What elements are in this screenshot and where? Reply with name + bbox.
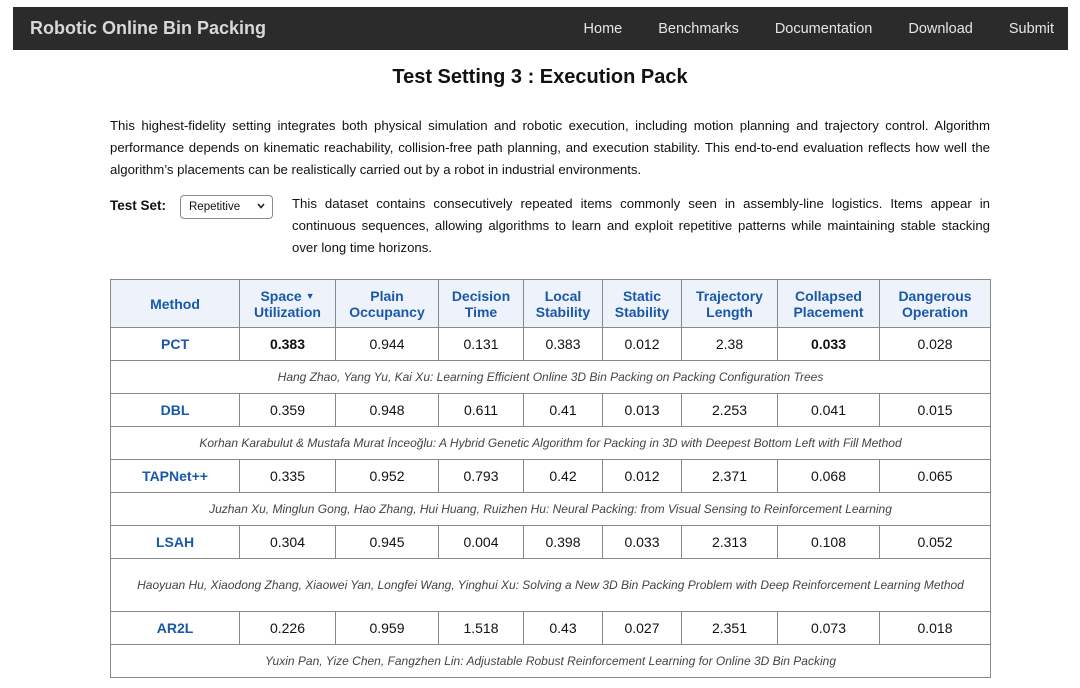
cell-decision-time: 1.518 xyxy=(439,612,524,645)
col-local-stability[interactable] xyxy=(524,280,603,328)
cell-local-stability: 0.42 xyxy=(524,460,603,493)
col-local-label-1: Local xyxy=(544,287,582,304)
top-navbar xyxy=(13,7,1068,50)
cell-local-stability: 0.41 xyxy=(524,394,603,427)
cell-space-utilization: 0.304 xyxy=(240,526,336,559)
cell-space-utilization: 0.383 xyxy=(240,328,336,361)
cell-decision-time: 0.004 xyxy=(439,526,524,559)
col-method xyxy=(111,280,240,328)
nav-links xyxy=(548,7,1068,50)
cell-plain-occupancy: 0.952 xyxy=(336,460,439,493)
citation-text: Hang Zhao, Yang Yu, Kai Xu: Learning Efficient Online 3D Bin Packing on Packing Configuration Trees xyxy=(111,361,991,394)
col-decision-label-2: Time xyxy=(464,303,498,320)
col-traj-label-1: Trajectory xyxy=(696,287,763,304)
cell-dangerous-operation: 0.065 xyxy=(880,460,991,493)
chevron-down-icon xyxy=(256,200,266,212)
cell-space-utilization: 0.335 xyxy=(240,460,336,493)
cell-collapsed-placement: 0.108 xyxy=(778,526,880,559)
citation-row xyxy=(111,427,991,460)
col-plain-label-1: Plain xyxy=(370,287,404,304)
table-row xyxy=(111,394,991,427)
table-row xyxy=(111,460,991,493)
cell-collapsed-placement: 0.033 xyxy=(778,328,880,361)
col-static-label-1: Static xyxy=(622,287,662,304)
citation-text: Juzhan Xu, Minglun Gong, Hao Zhang, Hui Huang, Ruizhen Hu: Neural Packing: from Visual Sensing to Reinforcement Learning xyxy=(111,493,991,526)
nav-download-link[interactable]: Download xyxy=(908,20,973,37)
cell-decision-time: 0.611 xyxy=(439,394,524,427)
col-plain-label-2: Occupancy xyxy=(349,303,425,320)
col-static-label-2: Stability xyxy=(614,303,670,320)
col-collapsed-placement[interactable] xyxy=(778,280,880,328)
cell-trajectory-length: 2.38 xyxy=(682,328,778,361)
intro-paragraph: This highest-fidelity setting integrates both physical simulation and robotic execution, including motion planning and trajectory control. Algorithm performance depends on kinematic reachability, collision-free path planning, and execution stability. This end-to-end evaluation reflects how well the algorithm’s placements can be realistically carried out by a robot in industrial environments. xyxy=(110,118,990,177)
citation-text: Haoyuan Hu, Xiaodong Zhang, Xiaowei Yan, Longfei Wang, Yinghui Xu: Solving a New 3D Bin Packing Problem with Deep Reinforcement Learning Method xyxy=(111,559,991,612)
cell-plain-occupancy: 0.944 xyxy=(336,328,439,361)
col-decision-label-1: Decision xyxy=(451,287,511,304)
cell-trajectory-length: 2.253 xyxy=(682,394,778,427)
cell-local-stability: 0.398 xyxy=(524,526,603,559)
method-link-lsah[interactable]: LSAH xyxy=(111,526,240,559)
cell-dangerous-operation: 0.052 xyxy=(880,526,991,559)
citation-row xyxy=(111,559,991,612)
citation-row xyxy=(111,645,991,678)
site-brand[interactable]: Robotic Online Bin Packing xyxy=(30,18,267,38)
col-static-stability[interactable] xyxy=(603,280,682,328)
test-set-description: This dataset contains consecutively repeated items commonly seen in assembly-line logistics. Items appear in continuous sequences, allowing algorithms to learn and exploit repetitive patterns while maintaining stable stacking over long time horizons. xyxy=(292,196,990,255)
col-collapsed-label-2: Placement xyxy=(793,303,864,320)
cell-static-stability: 0.013 xyxy=(603,394,682,427)
cell-collapsed-placement: 0.041 xyxy=(778,394,880,427)
test-set-label: Test Set: xyxy=(110,198,167,213)
cell-dangerous-operation: 0.028 xyxy=(880,328,991,361)
nav-home-link[interactable]: Home xyxy=(583,20,623,37)
results-table xyxy=(110,279,991,678)
cell-local-stability: 0.383 xyxy=(524,328,603,361)
col-space-label-1: Space xyxy=(260,287,302,304)
cell-static-stability: 0.012 xyxy=(603,460,682,493)
cell-static-stability: 0.033 xyxy=(603,526,682,559)
table-row xyxy=(111,526,991,559)
cell-space-utilization: 0.359 xyxy=(240,394,336,427)
citation-row xyxy=(111,361,991,394)
col-danger-label-2: Operation xyxy=(901,303,969,320)
cell-static-stability: 0.027 xyxy=(603,612,682,645)
cell-space-utilization: 0.226 xyxy=(240,612,336,645)
col-danger-label-1: Dangerous xyxy=(898,287,972,304)
citation-text: Korhan Karabulut & Mustafa Murat İnceoğlu: A Hybrid Genetic Algorithm for Packing in 3D with Deepest Bottom Left with Fill Method xyxy=(111,427,991,460)
cell-trajectory-length: 2.351 xyxy=(682,612,778,645)
cell-collapsed-placement: 0.068 xyxy=(778,460,880,493)
cell-local-stability: 0.43 xyxy=(524,612,603,645)
cell-decision-time: 0.793 xyxy=(439,460,524,493)
cell-decision-time: 0.131 xyxy=(439,328,524,361)
col-decision-time[interactable] xyxy=(439,280,524,328)
cell-plain-occupancy: 0.959 xyxy=(336,612,439,645)
page-title: Test Setting 3 : Execution Pack xyxy=(392,66,688,88)
cell-collapsed-placement: 0.073 xyxy=(778,612,880,645)
col-local-label-2: Stability xyxy=(535,303,591,320)
cell-dangerous-operation: 0.015 xyxy=(880,394,991,427)
col-dangerous-operation[interactable] xyxy=(880,280,991,328)
nav-documentation-link[interactable]: Documentation xyxy=(774,20,873,37)
table-row xyxy=(111,612,991,645)
nav-submit-link[interactable]: Submit xyxy=(1008,20,1054,37)
nav-benchmarks-link[interactable]: Benchmarks xyxy=(658,20,739,37)
col-method-label: Method xyxy=(150,295,200,312)
col-traj-label-2: Length xyxy=(706,303,753,320)
method-link-ar2l[interactable]: AR2L xyxy=(111,612,240,645)
col-space-label-2: Utilization xyxy=(254,303,321,320)
cell-plain-occupancy: 0.945 xyxy=(336,526,439,559)
method-link-tapnet[interactable]: TAPNet++ xyxy=(111,460,240,493)
cell-plain-occupancy: 0.948 xyxy=(336,394,439,427)
sort-desc-icon: ▼ xyxy=(305,290,315,301)
method-link-dbl[interactable]: DBL xyxy=(111,394,240,427)
cell-dangerous-operation: 0.018 xyxy=(880,612,991,645)
test-set-selected-value: Repetitive xyxy=(189,201,241,213)
col-space-utilization[interactable] xyxy=(240,280,336,328)
method-link-pct[interactable]: PCT xyxy=(111,328,240,361)
col-trajectory-length[interactable] xyxy=(682,280,778,328)
cell-trajectory-length: 2.371 xyxy=(682,460,778,493)
test-set-select[interactable] xyxy=(180,195,273,219)
citation-text: Yuxin Pan, Yize Chen, Fangzhen Lin: Adjustable Robust Reinforcement Learning for Online 3D Bin Packing xyxy=(111,645,991,678)
cell-trajectory-length: 2.313 xyxy=(682,526,778,559)
cell-static-stability: 0.012 xyxy=(603,328,682,361)
table-row xyxy=(111,328,991,361)
col-collapsed-label-1: Collapsed xyxy=(795,287,862,304)
table-header-row xyxy=(111,280,991,328)
citation-row xyxy=(111,493,991,526)
col-plain-occupancy[interactable] xyxy=(336,280,439,328)
